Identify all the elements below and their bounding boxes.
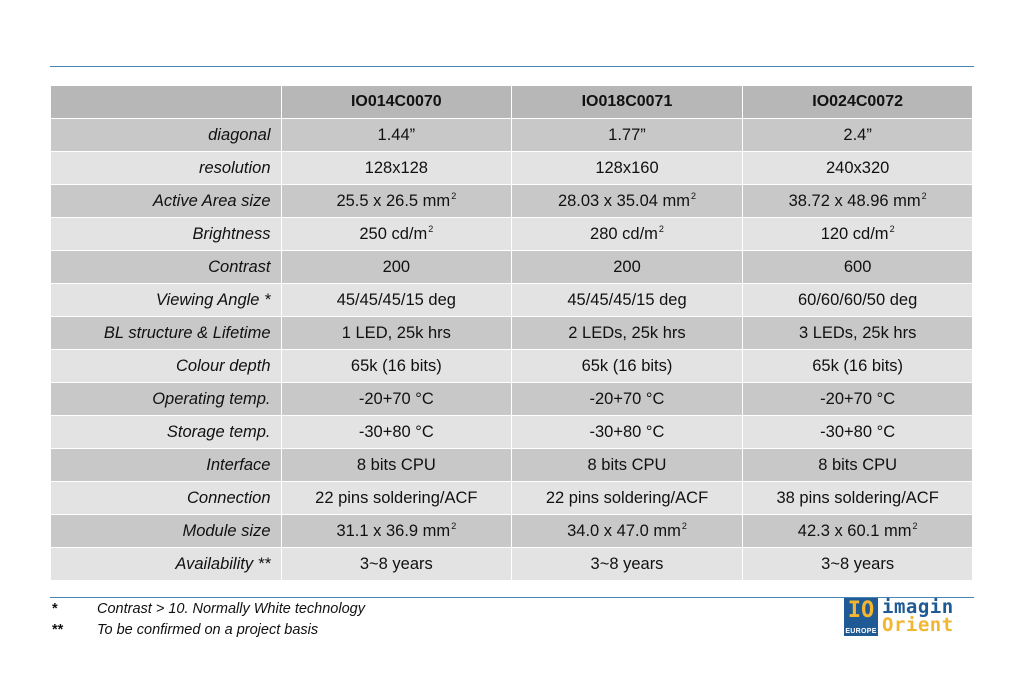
cell-value: 38 pins soldering/ACF (776, 488, 939, 507)
cell-value: 128x128 (364, 158, 428, 177)
unit-superscript: 2 (658, 223, 664, 234)
table-cell (281, 251, 512, 284)
row-label: Availability ** (51, 548, 281, 581)
table-cell (512, 350, 743, 383)
table-row (51, 119, 973, 152)
cell-value: 8 bits CPU (587, 455, 667, 474)
table-row (51, 416, 973, 449)
cell-value: 600 (843, 257, 872, 276)
table-cell (281, 383, 512, 416)
table-row (51, 317, 973, 350)
table-row (51, 218, 973, 251)
row-label: resolution (51, 152, 281, 185)
unit-superscript: 2 (889, 223, 895, 234)
cell-value: -20+70 °C (358, 389, 434, 408)
table-cell (281, 350, 512, 383)
cell-value: 65k (16 bits) (581, 356, 673, 375)
row-label: Viewing Angle * (51, 284, 281, 317)
logo-word-imagin: imagin (882, 596, 954, 618)
logo-emblem (844, 598, 878, 636)
unit-superscript: 2 (428, 223, 434, 234)
table-cell (742, 383, 973, 416)
table-row (51, 548, 973, 581)
table-cell (512, 284, 743, 317)
table-cell (742, 185, 973, 218)
table-cell (281, 284, 512, 317)
table-cell (281, 515, 512, 548)
cell-value: 65k (16 bits) (812, 356, 904, 375)
table-row (51, 185, 973, 218)
cell-value: -30+80 °C (358, 422, 434, 441)
table-cell (742, 119, 973, 152)
row-label: BL structure & Lifetime (51, 317, 281, 350)
cell-value: 250 cd/m (359, 224, 428, 243)
table-cell (742, 416, 973, 449)
bottom-divider (50, 597, 974, 598)
table-cell (281, 449, 512, 482)
cell-value: 45/45/45/15 deg (567, 290, 687, 309)
header-row (51, 86, 973, 119)
cell-value: 3 LEDs, 25k hrs (798, 323, 917, 342)
spec-table (51, 86, 973, 581)
logo-mark: IO (847, 598, 875, 623)
cell-value: 38.72 x 48.96 mm (788, 191, 921, 210)
table-cell (512, 548, 743, 581)
table-cell (742, 482, 973, 515)
cell-value: 200 (382, 257, 411, 276)
header-cell-model: IO024C0072 (742, 86, 973, 119)
unit-superscript: 2 (921, 190, 927, 201)
logo-word-orient: Orient (882, 614, 954, 636)
table-cell (742, 548, 973, 581)
cell-value: 45/45/45/15 deg (336, 290, 456, 309)
header-cell-model: IO018C0071 (512, 86, 743, 119)
table-row (51, 383, 973, 416)
header-cell-model: IO014C0070 (281, 86, 512, 119)
cell-value: 240x320 (825, 158, 890, 177)
cell-value: 25.5 x 26.5 mm (336, 191, 451, 210)
row-label: Connection (51, 482, 281, 515)
cell-value: 200 (613, 257, 641, 276)
table-cell (281, 119, 512, 152)
table-cell (742, 284, 973, 317)
cell-value: 65k (16 bits) (350, 356, 442, 375)
table-cell (281, 218, 512, 251)
row-label: Colour depth (51, 350, 281, 383)
table-row (51, 449, 973, 482)
table-cell (281, 548, 512, 581)
table-cell (512, 185, 743, 218)
top-divider (50, 66, 974, 67)
row-label: Storage temp. (51, 416, 281, 449)
cell-value: 1 LED, 25k hrs (341, 323, 451, 342)
cell-value: -20+70 °C (820, 389, 896, 408)
footnote-text: To be confirmed on a project basis (97, 622, 319, 638)
table-cell (281, 185, 512, 218)
cell-value: 280 cd/m (590, 224, 658, 243)
unit-superscript: 2 (912, 520, 918, 531)
table-cell (281, 416, 512, 449)
unit-superscript: 2 (451, 190, 457, 201)
cell-value: -30+80 °C (589, 422, 665, 441)
table-cell (281, 152, 512, 185)
unit-superscript: 2 (451, 520, 457, 531)
cell-value: 3~8 years (590, 554, 664, 573)
cell-value: 2 LEDs, 25k hrs (568, 323, 686, 342)
cell-value: 2.4” (843, 125, 872, 144)
table-row (51, 152, 973, 185)
cell-value: 1.44” (377, 125, 416, 144)
logo-region: EUROPE (845, 628, 877, 635)
row-label: Operating temp. (51, 383, 281, 416)
table-cell (742, 152, 973, 185)
table-cell (512, 119, 743, 152)
cell-value: 128x160 (595, 158, 659, 177)
cell-value: 60/60/60/50 deg (798, 290, 918, 309)
cell-value: 8 bits CPU (356, 455, 436, 474)
row-label: Active Area size (51, 185, 281, 218)
footnote-mark: ** (52, 622, 64, 638)
footnote-text: Contrast > 10. Normally White technology (97, 601, 365, 617)
cell-value: 34.0 x 47.0 mm (567, 521, 681, 540)
table-row (51, 515, 973, 548)
table-cell (512, 515, 743, 548)
table-cell (742, 218, 973, 251)
unit-superscript: 2 (681, 520, 687, 531)
row-label: diagonal (51, 119, 281, 152)
row-label: Module size (51, 515, 281, 548)
table-cell (512, 449, 743, 482)
cell-value: 22 pins soldering/ACF (315, 488, 478, 507)
unit-superscript: 2 (691, 190, 697, 201)
cell-value: -20+70 °C (589, 389, 665, 408)
footnote-mark: * (52, 601, 58, 617)
cell-value: 3~8 years (821, 554, 895, 573)
table-cell (512, 416, 743, 449)
company-logo (844, 598, 974, 636)
cell-value: 28.03 x 35.04 mm (557, 191, 691, 210)
table-cell (512, 218, 743, 251)
table-cell (742, 515, 973, 548)
table-row (51, 284, 973, 317)
table-cell (742, 251, 973, 284)
table-cell (512, 317, 743, 350)
table-row (51, 251, 973, 284)
table-cell (742, 317, 973, 350)
row-label: Contrast (51, 251, 281, 284)
table-cell (512, 152, 743, 185)
cell-value: 31.1 x 36.9 mm (336, 521, 451, 540)
cell-value: 22 pins soldering/ACF (545, 488, 709, 507)
cell-value: 42.3 x 60.1 mm (797, 521, 912, 540)
table-row (51, 482, 973, 515)
row-label: Interface (51, 449, 281, 482)
cell-value: 8 bits CPU (818, 455, 898, 474)
cell-value: -30+80 °C (820, 422, 896, 441)
cell-value: 3~8 years (359, 554, 433, 573)
table-cell (742, 449, 973, 482)
row-label: Brightness (51, 218, 281, 251)
table-cell (512, 482, 743, 515)
cell-value: 120 cd/m (820, 224, 889, 243)
table-row (51, 350, 973, 383)
cell-value: 1.77” (608, 125, 646, 144)
table-cell (281, 482, 512, 515)
table-cell (281, 317, 512, 350)
header-cell-empty (51, 86, 281, 119)
table-body (51, 119, 973, 581)
table-cell (512, 251, 743, 284)
table-cell (742, 350, 973, 383)
table-cell (512, 383, 743, 416)
